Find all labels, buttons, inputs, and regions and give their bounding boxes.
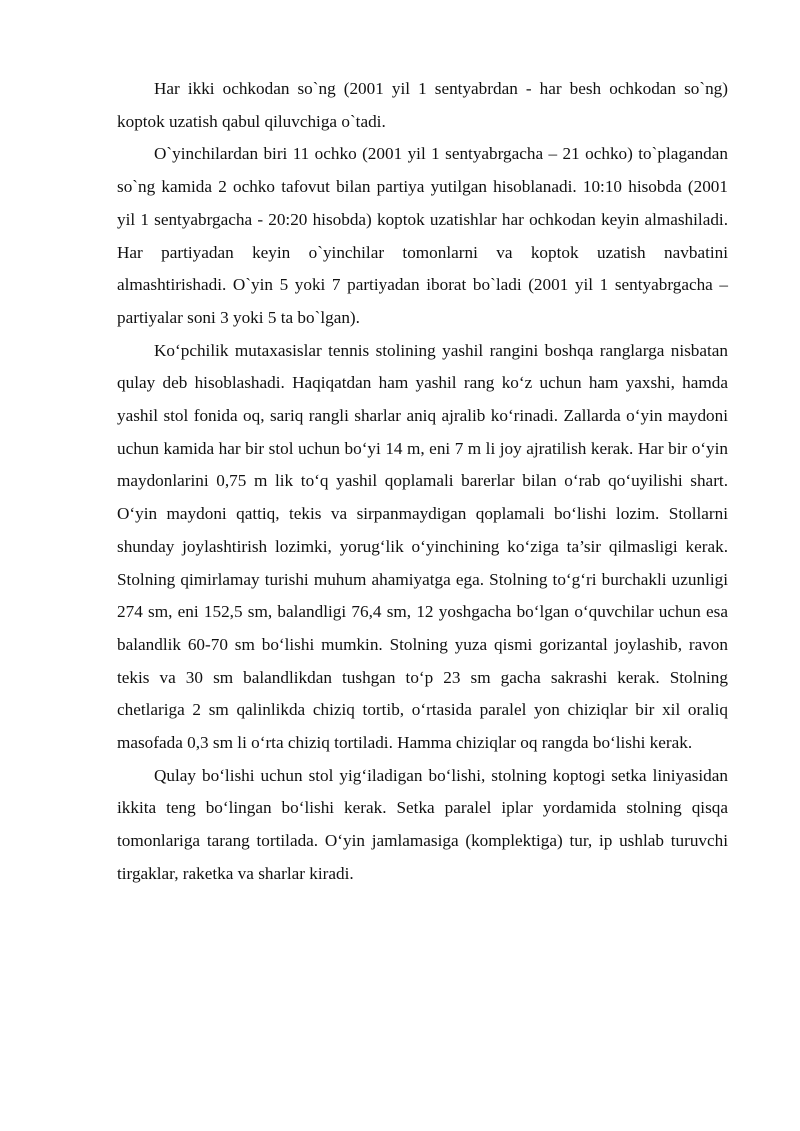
paragraph: Qulay bo‘lishi uchun stol yig‘iladigan bo‘lishi, stolning koptogi setka liniyasidan ikkita teng bo‘lingan bo‘lishi kerak. Setka paralel iplar yordamida stolning qisqa tomonlariga tarang tortilada. O‘yin jamlamasiga (komplektiga) tur, ip ushlab turuvchi tirgaklar, raketka va sharlar kiradi. [117,765,728,883]
paragraph: O`yinchilardan biri 11 ochko (2001 yil 1 sentyabrgacha – 21 ochko) to`plagandan so`ng kamida 2 ochko tafovut bilan partiya yutilgan hisoblanadi. 10:10 hisobda (2001 yil 1 sentyabrgacha - 20:20 hisobda) koptok uzatishlar har ochkodan keyin almashiladi. Har partiyadan keyin o`yinchilar tomonlarni va koptok uzatish navbatini almashtirishadi. O`yin 5 yoki 7 partiyadan iborat bo`ladi (2001 yil 1 sentyabrgacha – partiyalar soni 3 yoki 5 ta bo`lgan). [117,144,728,327]
paragraph: Har ikki ochkodan so`ng (2001 yil 1 sentyabrdan - har besh ochkodan so`ng) koptok uzatish qabul qiluvchiga o`tadi. [117,79,728,131]
body-text [117,73,728,891]
paragraph: Ko‘pchilik mutaxasislar tennis stolining yashil rangini boshqa ranglarga nisbatan qulay deb hisoblashadi. Haqiqatdan ham yashil rang ko‘z uchun ham yaxshi, hamda yashil stol fonida oq, sariq rangli sharlar aniq ajralib ko‘rinadi. Zallarda o‘yin maydoni uchun kamida har bir stol uchun bo‘yi 14 m, eni 7 m li joy ajratilish kerak. Har bir o‘yin maydonlarini 0,75 m lik to‘q yashil qoplamali barerlar bilan o‘rab qo‘uyilishi shart. O‘yin maydoni qattiq, tekis va sirpanmaydigan qoplamali bo‘lishi lozim. Stollarni shunday joylashtirish lozimki, yorug‘lik o‘yinchining ko‘ziga ta’sir qilmasligi kerak. Stolning qimirlamay turishi muhum ahamiyatga ega. Stolning to‘g‘ri burchakli uzunligi 274 sm, eni 152,5 sm, balandligi 76,4 sm, 12 yoshgacha bo‘lgan o‘quvchilar uchun esa balandlik 60-70 sm bo‘lishi mumkin. Stolning yuza qismi gorizantal joylashib, ravon tekis va 30 sm balandlikdan tushgan to‘p 23 sm gacha sakrashi kerak. Stolning chetlariga 2 sm qalinlikda chiziq tortib, o‘rtasida paralel yon chiziqlar bir xil oraliq masofada 0,3 sm li o‘rta chiziq tortiladi. Hamma chiziqlar oq rangda bo‘lishi kerak. [117,340,728,753]
